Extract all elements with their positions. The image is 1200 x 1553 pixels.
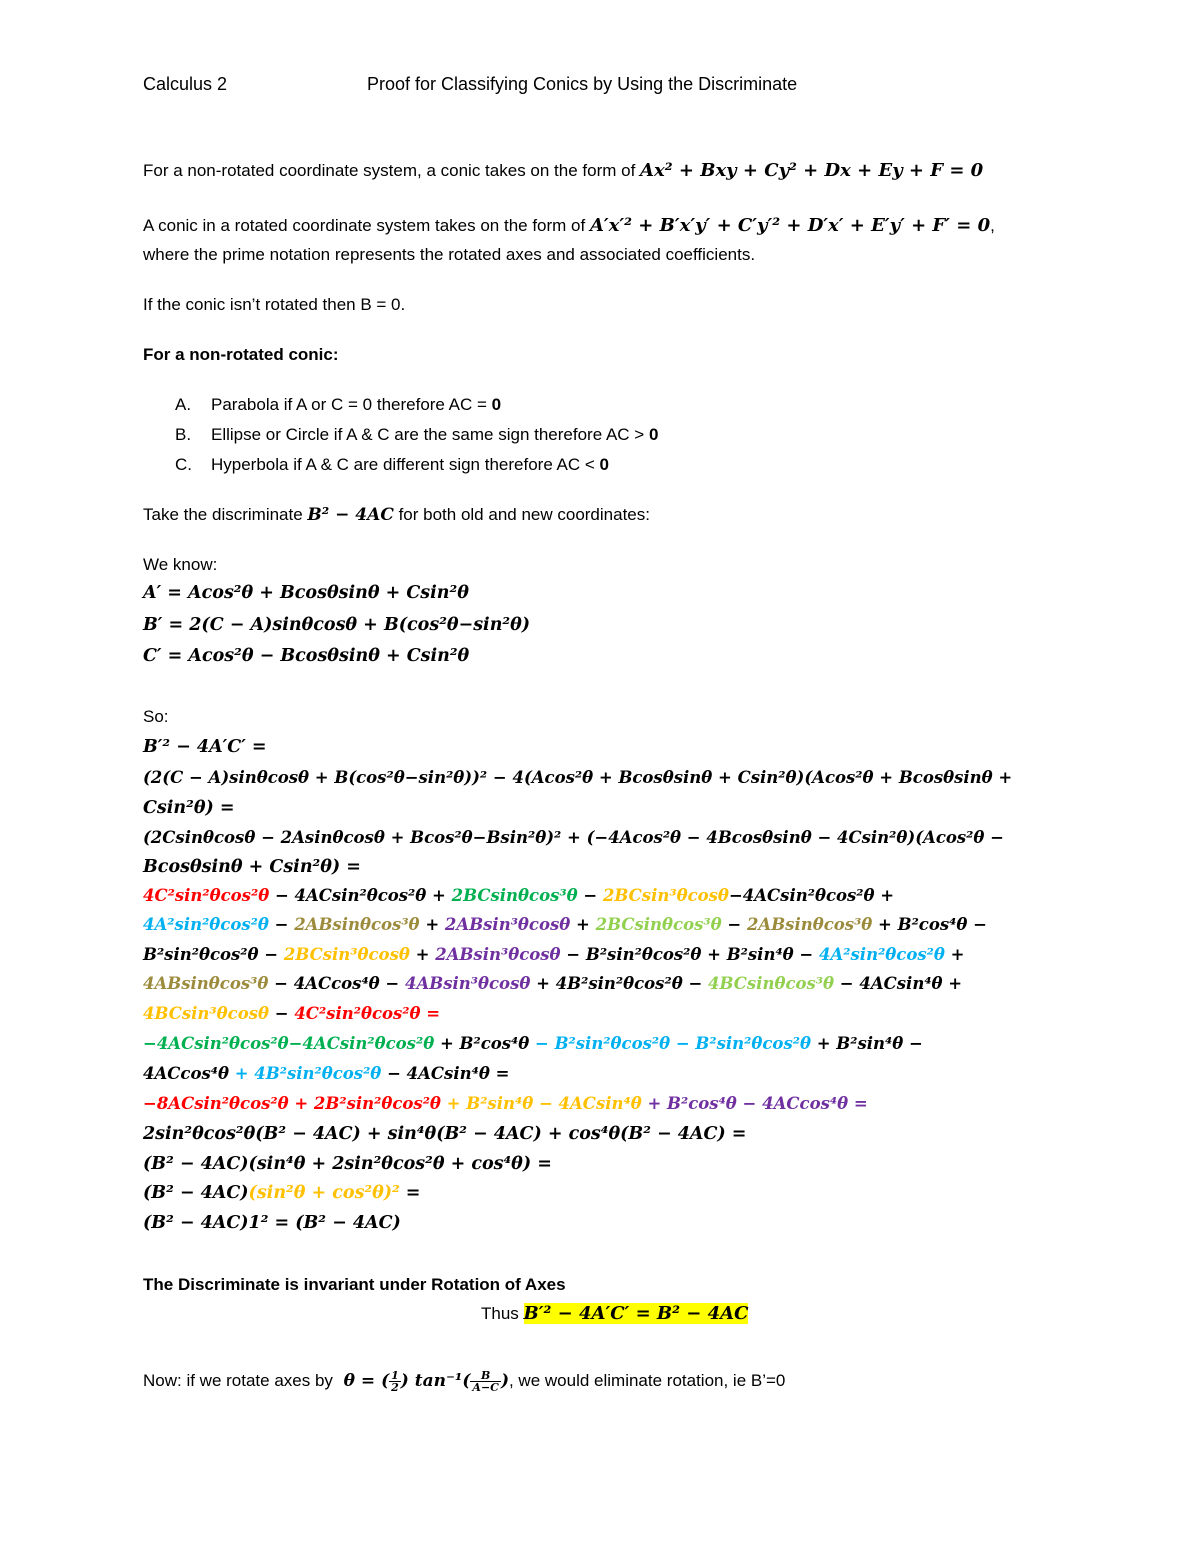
term: − 4ACcos⁴θ − — [268, 974, 405, 993]
term: 4BCsin³θcosθ — [143, 1004, 269, 1023]
nonrotated-heading: For a non-rotated conic: — [143, 345, 339, 364]
intro-text-2: A conic in a rotated coordinate system takes on the form of — [143, 216, 590, 235]
discriminate-text-after: for both old and new coordinates: — [393, 505, 650, 524]
term: + — [419, 915, 445, 934]
discriminate-expression: B² − 4AC — [307, 505, 394, 525]
term: 4C²sin²θcos²θ = — [294, 1004, 441, 1023]
a-prime-equation: A′ = Acos²θ + Bcosθsinθ + Csin²θ — [143, 583, 469, 603]
rotate-tail: , we would eliminate rotation, ie B’=0 — [508, 1370, 786, 1390]
derivation-line-14: 2sin²θcos²θ(B² − 4AC) + sin⁴θ(B² − 4AC) + cos⁴θ(B² − 4AC) = — [143, 1124, 747, 1144]
list-value: 0 — [648, 425, 659, 444]
term: 2ABsin³θcosθ — [444, 915, 571, 934]
term: 2ABsin³θcosθ — [435, 945, 561, 964]
term: + 4B²sin²θcos²θ − — [530, 974, 709, 993]
c-prime-equation: C′ = Acos²θ − Bcosθsinθ + Csin²θ — [143, 646, 470, 666]
we-know-label: We know: — [143, 555, 218, 574]
list-value: 0 — [491, 395, 502, 414]
term: 2ABsinθcos³θ — [746, 915, 873, 934]
term: − 4ACsin⁴θ = — [381, 1064, 510, 1083]
derivation-line-11 — [143, 1034, 923, 1053]
intro-line-4: If the conic isn’t rotated then B = 0. — [143, 295, 406, 314]
list-value: 0 — [599, 455, 610, 474]
term: −4ACsin²θcos²θ−4ACsin²θcos²θ — [143, 1034, 435, 1053]
theta-symbol: θ = — [343, 1370, 382, 1391]
derivation-line-13 — [143, 1094, 868, 1113]
term: − — [721, 915, 747, 934]
term: 2BCsinθcos³θ — [451, 886, 578, 905]
term: −4ACsin²θcos²θ + — [728, 886, 895, 905]
list-text: Hyperbola if A & C are different sign therefore AC < — [211, 455, 600, 474]
term: − B²sin²θcos²θ − B²sin²θcos²θ — [535, 1034, 811, 1053]
half-fraction — [389, 1370, 401, 1393]
rotate-text: Now: if we rotate axes by — [143, 1370, 338, 1390]
derivation-line-8 — [143, 945, 964, 964]
term: B²sin²θcos²θ − — [143, 945, 284, 964]
intro-comma: , — [990, 216, 995, 235]
term: − 4ACsin²θcos²θ + — [269, 886, 452, 905]
term: = — [399, 1183, 421, 1203]
term: 4BCsinθcos³θ — [708, 974, 835, 993]
list-text: Ellipse or Circle if A & C are the same sign therefore AC > — [211, 425, 649, 444]
general-conic-equation: Ax² + Bxy + Cy² + Dx + Ey + F = 0 — [640, 160, 984, 181]
thus-word: Thus — [481, 1304, 524, 1323]
ratio-denominator: A−C — [472, 1381, 499, 1394]
half-numerator: 1 — [391, 1369, 399, 1382]
term: − 4ACsin⁴θ + — [834, 974, 963, 993]
conclusion-heading: The Discriminate is invariant under Rotation of Axes — [143, 1275, 566, 1294]
derivation-line-15: (B² − 4AC)(sin⁴θ + 2sin²θcos²θ + cos⁴θ) = — [143, 1154, 552, 1174]
derivation-line-1: B′² − 4A′C′ = — [143, 737, 267, 757]
derivation-line-2: (2(C − A)sinθcosθ + B(cos²θ−sin²θ))² − 4(Acos²θ + Bcosθsinθ + Csin²θ)(Acos²θ + Bcosθsinθ + — [143, 768, 1013, 787]
rotated-conic-equation: A′x′² + B′x′y′ + C′y′² + D′x′ + E′y′ + F′ = 0 — [589, 215, 991, 236]
term: 4ACcos⁴θ — [143, 1064, 235, 1083]
term: + B²cos⁴θ — [434, 1034, 536, 1053]
list-text: Parabola if A or C = 0 therefore AC = — [211, 395, 492, 414]
intro-line-3: where the prime notation represents the rotated axes and associated coefficients. — [143, 245, 756, 264]
term: − — [269, 1004, 295, 1023]
term: 2ABsinθcos³θ — [294, 915, 420, 934]
term: + — [409, 945, 436, 964]
derivation-line-17: (B² − 4AC)1² = (B² − 4AC) — [143, 1213, 401, 1233]
derivation-line-7 — [143, 915, 987, 934]
derivation-line-6 — [143, 886, 894, 905]
term: + 4B²sin²θcos²θ — [234, 1064, 382, 1083]
term: + — [944, 945, 965, 964]
derivation-line-16 — [143, 1183, 420, 1203]
term: − B²sin²θcos²θ + B²sin⁴θ − — [560, 945, 819, 964]
derivation-line-9 — [143, 974, 962, 993]
discriminate-text-before: Take the discriminate — [143, 505, 308, 524]
term: 4A²sin²θcos²θ — [143, 915, 269, 934]
half-denominator: 2 — [391, 1381, 399, 1394]
ratio-fraction — [470, 1370, 501, 1393]
arctan-label: tan⁻¹( — [408, 1370, 471, 1391]
list-letter: A. — [175, 395, 192, 414]
term: 4A²sin²θcos²θ — [819, 945, 945, 964]
intro-line-1 — [143, 160, 983, 181]
intro-text-1: For a non-rotated coordinate system, a conic takes on the form of — [143, 161, 641, 180]
term: + B²sin⁴θ − — [810, 1034, 923, 1053]
term: 4ABsin³θcosθ — [405, 974, 531, 993]
list-item-hyperbola — [175, 455, 609, 475]
thus-line — [481, 1303, 748, 1324]
term: + — [570, 915, 596, 934]
term: + B²cos⁴θ − — [872, 915, 987, 934]
term: + B²sin⁴θ − 4ACsin⁴θ — [440, 1094, 642, 1113]
invariant-equation: B′² − 4A′C′ = B² − 4AC — [523, 1303, 749, 1324]
rotate-line — [143, 1370, 785, 1393]
list-item-parabola — [175, 395, 501, 415]
derivation-line-5: Bcosθsinθ + Csin²θ) = — [143, 857, 361, 877]
term: 2BCsinθcos³θ — [595, 915, 722, 934]
derivation-line-10 — [143, 1004, 440, 1023]
derivation-line-4: (2Csinθcosθ − 2Asinθcosθ + Bcos²θ−Bsin²θ)² + (−4Acos²θ − 4Bcosθsinθ − 4Csin²θ)(Acos²θ − — [143, 828, 1004, 847]
term: + B²cos⁴θ − 4ACcos⁴θ = — [641, 1094, 868, 1113]
term: − — [577, 886, 603, 905]
list-letter: C. — [175, 455, 192, 474]
derivation-line-12 — [143, 1064, 509, 1083]
b-prime-equation: B′ = 2(C − A)sinθcosθ + B(cos²θ−sin²θ) — [143, 615, 531, 635]
term: 4C²sin²θcos²θ — [143, 886, 270, 905]
term: −8ACsin²θcos²θ + 2B²sin²θcos²θ — [143, 1094, 441, 1113]
list-letter: B. — [175, 425, 192, 444]
document-title: Proof for Classifying Conics by Using the Discriminate — [367, 74, 798, 94]
course-label: Calculus 2 — [143, 74, 228, 94]
term: − — [268, 915, 295, 934]
so-label: So: — [143, 707, 169, 726]
term: (sin²θ + cos²θ)² — [248, 1183, 400, 1203]
term: 4ABsinθcos³θ — [143, 974, 269, 993]
discriminate-line — [143, 505, 650, 525]
intro-line-2 — [143, 215, 995, 236]
list-item-ellipse — [175, 425, 658, 445]
half-close-paren: ) — [400, 1370, 409, 1391]
term: 2BCsin³θcosθ — [602, 886, 729, 905]
close-paren: ) — [500, 1370, 509, 1391]
term: (B² − 4AC) — [143, 1183, 249, 1203]
derivation-line-3: Csin²θ) = — [143, 798, 235, 818]
term: 2BCsin³θcosθ — [283, 945, 410, 964]
ratio-numerator: B — [470, 1370, 501, 1382]
half-open-paren: ( — [381, 1370, 390, 1391]
